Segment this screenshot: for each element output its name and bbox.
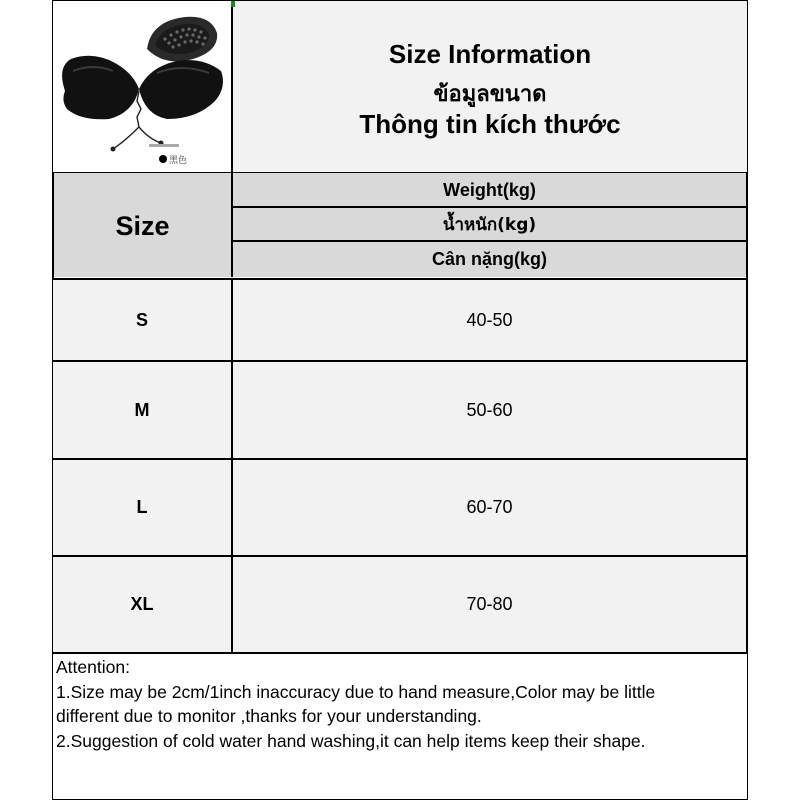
size-cell: XL xyxy=(53,557,233,652)
table-header xyxy=(52,172,748,280)
title-thai: ข้อมูลขนาด xyxy=(433,82,547,107)
attention-notes xyxy=(52,654,748,800)
title-english: Size Information xyxy=(388,39,592,69)
product-caption: 黑色 xyxy=(169,156,188,166)
honeycomb-cup xyxy=(147,17,217,62)
notes-line: 2.Suggestion of cold water hand washing,it can help items keep their shape. xyxy=(56,730,646,751)
header-row xyxy=(52,0,748,172)
accent-mark xyxy=(231,1,235,7)
notes-line: different due to monitor ,thanks for your understanding. xyxy=(56,706,482,726)
size-header-label: Size xyxy=(115,211,170,241)
title-cell xyxy=(233,1,747,172)
notes-line: 1.Size may be 2cm/1inch inaccuracy due to hand measure,Color may be little xyxy=(56,681,656,702)
table-row xyxy=(52,280,748,362)
weight-cell: 40-50 xyxy=(466,309,513,330)
title-vietnamese: Thông tin kích thước xyxy=(359,109,621,139)
wing-cups xyxy=(62,56,223,119)
weight-header-thai: น้ำหนัก(kg) xyxy=(233,208,746,242)
weight-header-english: Weight(kg) xyxy=(233,173,746,208)
size-cell: M xyxy=(53,362,233,458)
weight-cell: 50-60 xyxy=(466,399,513,420)
size-chart xyxy=(52,0,748,800)
table-row xyxy=(52,362,748,460)
size-header-cell xyxy=(54,173,233,277)
table-row xyxy=(52,460,748,557)
product-image xyxy=(53,1,229,169)
table-row xyxy=(52,557,748,654)
weight-cell: 70-80 xyxy=(466,594,513,614)
weight-cell: 60-70 xyxy=(466,497,513,517)
product-image-cell xyxy=(53,1,233,172)
weight-header-vietnamese: Cân nặng(kg) xyxy=(233,242,746,277)
size-cell: L xyxy=(53,460,233,555)
size-cell: S xyxy=(53,280,233,360)
notes-heading: Attention: xyxy=(56,657,130,677)
